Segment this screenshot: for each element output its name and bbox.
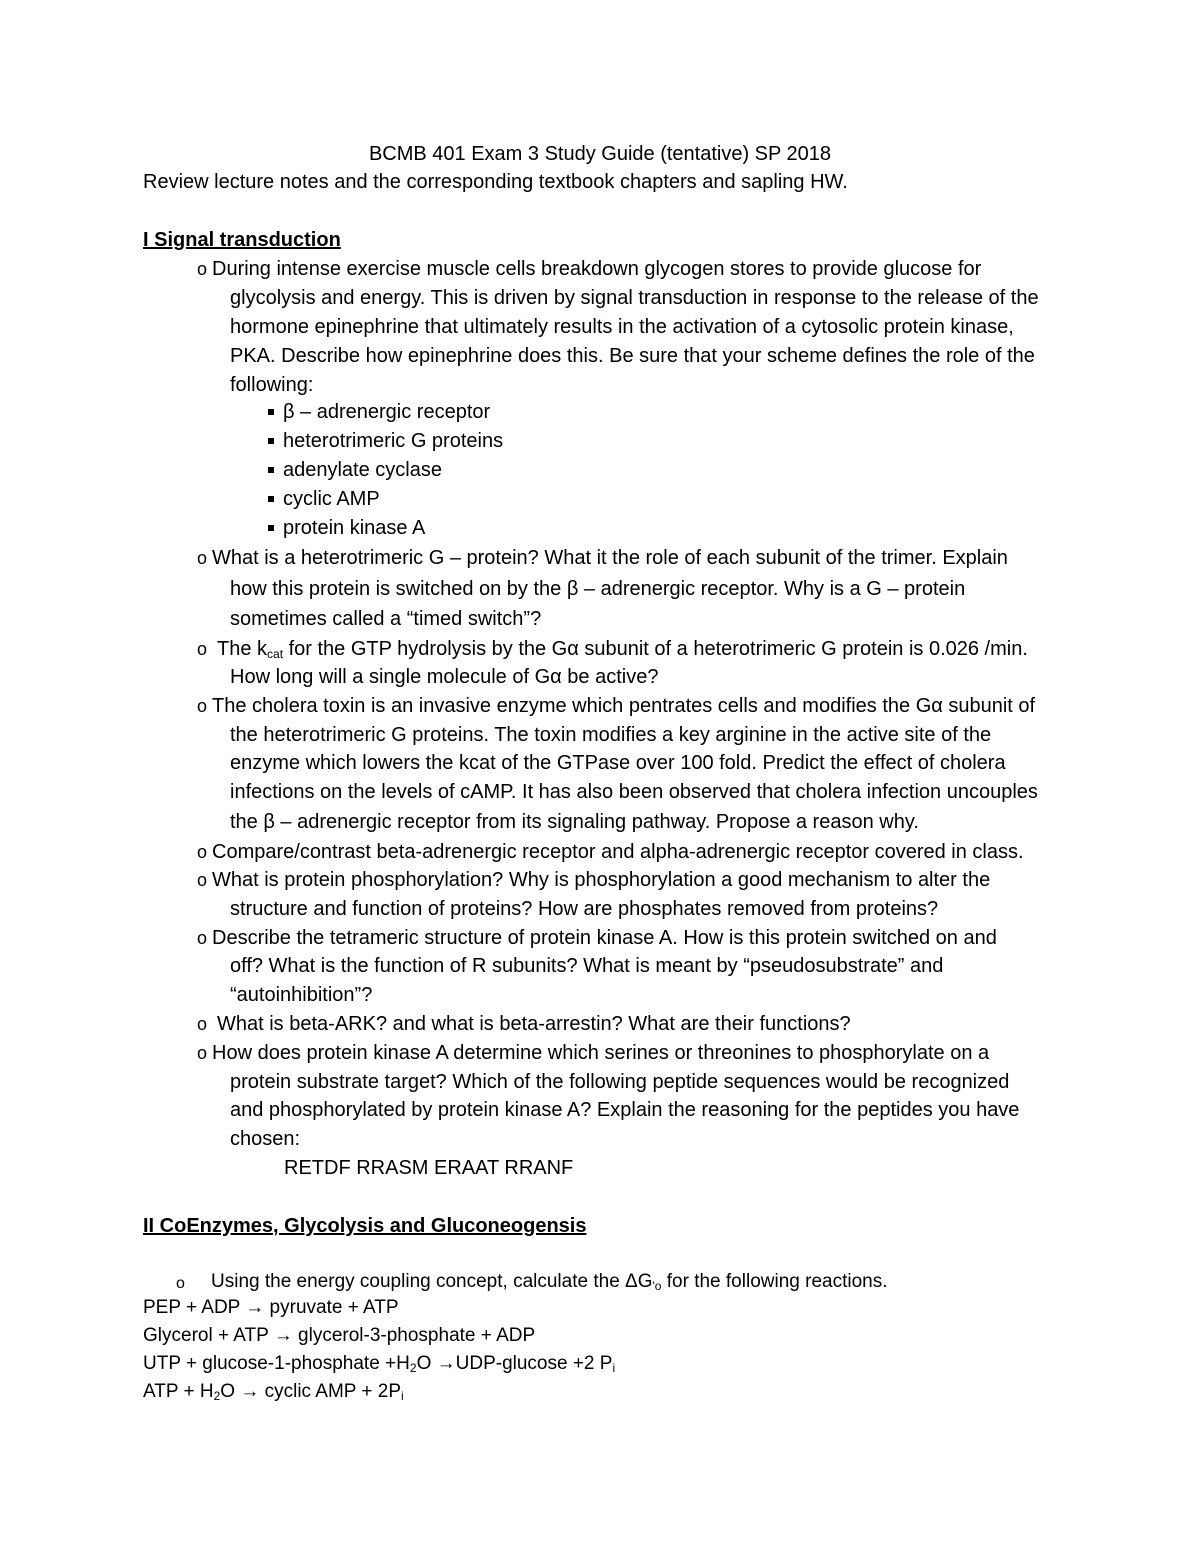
- q2-line-1: What is a heterotrimeric G – protein? What it the role of each subunit of the trimer. Explain: [212, 547, 1008, 569]
- q1-line-1: During intense exercise muscle cells breakdown glycogen stores to provide glucose for: [212, 258, 982, 280]
- q5-line: Compare/contrast beta-adrenergic receptor and alpha-adrenergic receptor covered in class.: [212, 841, 1024, 863]
- bullet-marker: o: [197, 259, 208, 279]
- reaction-4-sub-2: i: [401, 1389, 404, 1403]
- reaction-3-sub-1: 2: [409, 1361, 417, 1375]
- reaction-4-pre: ATP + H: [143, 1381, 214, 1402]
- q2-line-3: sometimes called a “timed switch”?: [230, 608, 542, 630]
- bullet-marker: o: [197, 928, 208, 948]
- q1-subitem: β – adrenergic receptor: [283, 401, 491, 423]
- bullet-marker: o: [197, 639, 208, 659]
- bullet-marker: o: [176, 1275, 185, 1292]
- q4-line-3: enzyme which lowers the kcat of the GTPase over 100 fold. Predict the effect of cholera: [230, 752, 1006, 774]
- q1-line-5: following:: [230, 374, 314, 396]
- q1-line-4: PKA. Describe how epinephrine does this. Be sure that your scheme defines the role of the: [230, 345, 1035, 367]
- q1-subitem: protein kinase A: [283, 517, 426, 539]
- q7-line-2: off? What is the function of R subunits? What is meant by “pseudosubstrate” and: [230, 955, 944, 977]
- bullet-marker: o: [197, 842, 208, 862]
- section-heading-signal-transduction: I Signal transduction: [143, 229, 341, 251]
- q3-line-2: How long will a single molecule of Gα be active?: [230, 666, 659, 688]
- q4-line-4: infections on the levels of cAMP. It has also been observed that cholera infection uncouples: [230, 781, 1038, 803]
- q3-text-pre: The k: [217, 638, 268, 660]
- q1-subitem: adenylate cyclase: [283, 459, 442, 481]
- square-bullet: [268, 525, 274, 531]
- q9-line-1: How does protein kinase A determine which serines or threonines to phosphorylate on a: [212, 1042, 990, 1064]
- intro-text: Review lecture notes and the corresponding textbook chapters and sapling HW.: [143, 171, 848, 193]
- square-bullet: [268, 438, 274, 444]
- q1-subitem: heterotrimeric G proteins: [283, 430, 504, 452]
- q6-line-1: What is protein phosphorylation? Why is phosphorylation a good mechanism to alter the: [212, 869, 991, 891]
- s2-q1-pre: Using the energy coupling concept, calculate the ΔG: [211, 1271, 653, 1292]
- q9-line-2: protein substrate target? Which of the following peptide sequences would be recognized: [230, 1071, 1010, 1093]
- q6-line-2: structure and function of proteins? How are phosphates removed from proteins?: [230, 898, 939, 920]
- square-bullet: [268, 496, 274, 502]
- bullet-marker: o: [197, 870, 208, 890]
- bullet-marker: o: [197, 1043, 208, 1063]
- q4-line-5: the β – adrenergic receptor from its signaling pathway. Propose a reason why.: [230, 811, 919, 833]
- reaction-3-pre: UTP + glucose-1-phosphate +H: [143, 1353, 410, 1374]
- reaction-4-sub-1: 2: [213, 1389, 221, 1403]
- square-bullet: [268, 467, 274, 473]
- bullet-marker: o: [197, 696, 208, 716]
- peptide-sequences: RETDF RRASM ERAAT RRANF: [284, 1157, 574, 1179]
- s2-q1-post: for the following reactions.: [661, 1271, 888, 1292]
- reaction-2: Glycerol + ATP → glycerol-3-phosphate + ADP: [143, 1325, 536, 1346]
- q4-line-1: The cholera toxin is an invasive enzyme which pentrates cells and modifies the Gα subunit of: [212, 695, 1036, 717]
- reaction-3-mid: O →UDP-glucose +2 P: [416, 1353, 613, 1374]
- q1-line-2: glycolysis and energy. This is driven by signal transduction in response to the release of the: [230, 287, 1039, 309]
- section-heading-coenzymes: II CoEnzymes, Glycolysis and Gluconeogensis: [143, 1215, 587, 1237]
- q4-line-2: the heterotrimeric G proteins. The toxin modifies a key arginine in the active site of the: [230, 724, 992, 746]
- square-bullet: [268, 409, 274, 415]
- q3-subscript: cat: [267, 647, 284, 661]
- s2-q1-subscript: 'o: [652, 1279, 662, 1293]
- reaction-3-sub-2: i: [612, 1361, 616, 1375]
- reaction-1: PEP + ADP → pyruvate + ATP: [143, 1297, 399, 1318]
- reaction-4: [143, 1378, 404, 1410]
- q7-line-3: “autoinhibition”?: [230, 984, 373, 1006]
- q1-subitem: cyclic AMP: [283, 488, 380, 510]
- bullet-marker: o: [197, 1014, 208, 1034]
- q3-text-post: for the GTP hydrolysis by the Gα subunit of a heterotrimeric G protein is 0.026 /min.: [283, 638, 1028, 660]
- page-title: BCMB 401 Exam 3 Study Guide (tentative) SP 2018: [368, 143, 832, 165]
- q9-line-4: chosen:: [230, 1128, 301, 1150]
- q8-line: What is beta-ARK? and what is beta-arrestin? What are their functions?: [217, 1013, 851, 1035]
- reaction-4-mid: O → cyclic AMP + 2P: [220, 1381, 401, 1402]
- q1-line-3: hormone epinephrine that ultimately results in the activation of a cytosolic protein kinase,: [230, 316, 1014, 338]
- q7-line-1: Describe the tetrameric structure of protein kinase A. How is this protein switched on and: [212, 927, 997, 949]
- bullet-marker: o: [197, 548, 208, 568]
- q9-line-3: and phosphorylated by protein kinase A? Explain the reasoning for the peptides you have: [230, 1099, 1020, 1121]
- q2-line-2: how this protein is switched on by the β – adrenergic receptor. Why is a G – protein: [230, 578, 966, 600]
